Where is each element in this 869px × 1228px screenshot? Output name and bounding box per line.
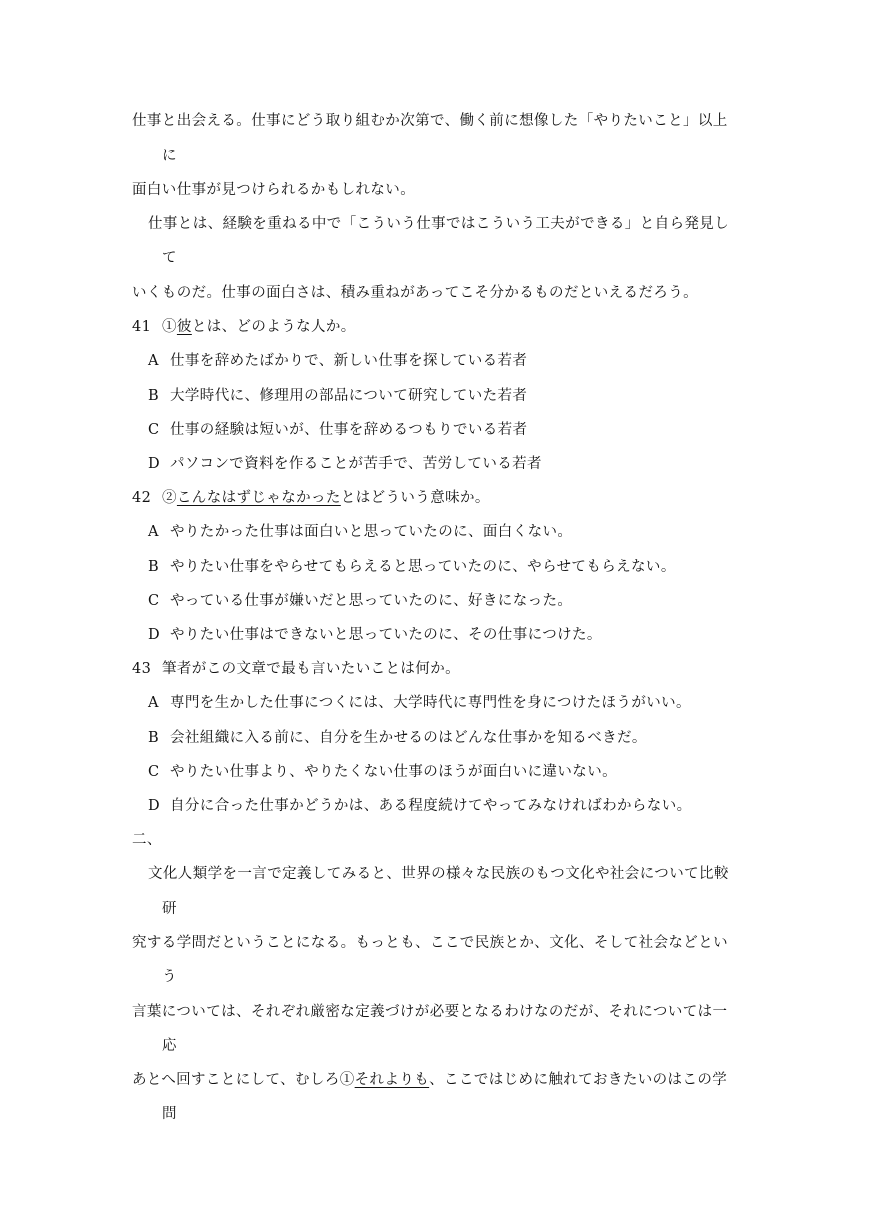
option-42-c[interactable] [148, 591, 758, 611]
option-text: 自分に合った仕事かどうかは、ある程度続けてやってみなければわからない。 [170, 798, 692, 814]
option-43-c[interactable] [148, 762, 758, 782]
passage-line: 文化人類学を一言で定義してみると、世界の様々な民族のもつ文化や社会について比較 [148, 866, 729, 882]
passage-line: いくものだ。仕事の面白さは、積み重ねがあってこそ分かるものだといえるだろう。 [132, 285, 699, 301]
option-text: パソコンで資料を作ることが苦手で、苦労している若者 [170, 456, 542, 472]
passage-underlined-text: それよりも [354, 1072, 430, 1088]
passage-line: 面白い仕事が見つけられるかもしれない。 [132, 182, 416, 198]
option-label: A [148, 695, 159, 711]
question-number: 41 [132, 319, 152, 335]
option-label: A [148, 524, 159, 540]
question-underlined-text: こんなはずじゃなかった [176, 490, 341, 506]
option-text: やりたい仕事はできないと思っていたのに、その仕事につけた。 [170, 627, 602, 643]
option-41-d[interactable] [148, 454, 758, 474]
question-marker: ② [162, 490, 177, 506]
option-label: B [148, 730, 160, 746]
option-43-d[interactable] [148, 796, 758, 816]
passage-line-wrap: 応 [162, 1038, 177, 1054]
question-number: 43 [132, 661, 152, 677]
option-41-a[interactable] [148, 351, 758, 371]
option-text: やりたい仕事より、やりたくない仕事のほうが面白いに違いない。 [170, 764, 617, 780]
option-text: 専門を生かした仕事につくには、大学時代に専門性を身につけたほうがいい。 [170, 695, 691, 711]
option-text: 会社組織に入る前に、自分を生かせるのはどんな仕事かを知るべきだ。 [170, 730, 647, 746]
passage-line [132, 1070, 742, 1090]
option-43-b[interactable] [148, 728, 758, 748]
passage-text: 、ここではじめに触れておきたいのはこの学 [429, 1072, 728, 1088]
question-number: 42 [132, 490, 152, 506]
option-label: D [148, 627, 161, 643]
option-41-b[interactable] [148, 386, 758, 406]
option-text: やっている仕事が嫌いだと思っていたのに、好きになった。 [170, 593, 573, 609]
option-label: D [148, 456, 161, 472]
option-label: C [148, 422, 160, 438]
option-text: 仕事の経験は短いが、仕事を辞めるつもりでいる若者 [170, 422, 528, 438]
question-43 [132, 659, 742, 679]
passage-line-wrap: に [162, 148, 177, 164]
passage-line: 仕事とは、経験を重ねる中で「こういう仕事ではこういう工夫ができる」と自ら発見し [148, 216, 730, 232]
option-label: A [148, 353, 159, 369]
question-underlined-text: 彼 [176, 319, 192, 335]
question-text: とはどういう意味か。 [340, 490, 490, 506]
question-marker: ① [162, 319, 177, 335]
option-42-a[interactable] [148, 522, 758, 542]
passage-text: あとへ回すことにして、むしろ [132, 1072, 340, 1088]
option-43-a[interactable] [148, 693, 758, 713]
passage-marker: ① [339, 1072, 355, 1088]
option-text: 仕事を辞めたばかりで、新しい仕事を探している若者 [170, 353, 528, 369]
passage-line: 仕事と出会える。仕事にどう取り組むか次第で、働く前に想像した「やりたいこと」以上 [132, 113, 728, 129]
question-text: とは、どのような人か。 [191, 319, 356, 335]
option-42-d[interactable] [148, 625, 758, 645]
option-label: B [148, 559, 160, 575]
option-label: D [148, 798, 161, 814]
question-text: 筆者がこの文章で最も言いたいことは何か。 [162, 661, 460, 677]
passage-line-wrap: 研 [162, 901, 177, 917]
option-label: B [148, 388, 160, 404]
question-42 [132, 488, 742, 508]
option-label: C [148, 593, 160, 609]
section-heading: 二、 [132, 832, 162, 848]
option-text: やりたかった仕事は面白いと思っていたのに、面白くない。 [170, 524, 573, 540]
passage-line: 言葉については、それぞれ厳密な定義づけが必要となるわけなのだが、それについては一 [132, 1004, 728, 1020]
passage-line: 究する学問だということになる。もっとも、ここで民族とか、文化、そして社会などとい [132, 935, 728, 951]
option-41-c[interactable] [148, 420, 758, 440]
option-text: 大学時代に、修理用の部品について研究していた若者 [170, 388, 528, 404]
passage-line-wrap: 問 [162, 1106, 177, 1122]
option-text: やりたい仕事をやらせてもらえると思っていたのに、やらせてもらえない。 [170, 559, 676, 575]
option-label: C [148, 764, 160, 780]
passage-line-wrap: て [162, 250, 177, 266]
option-42-b[interactable] [148, 557, 758, 577]
question-41 [132, 317, 742, 337]
passage-line-wrap: う [162, 969, 177, 985]
